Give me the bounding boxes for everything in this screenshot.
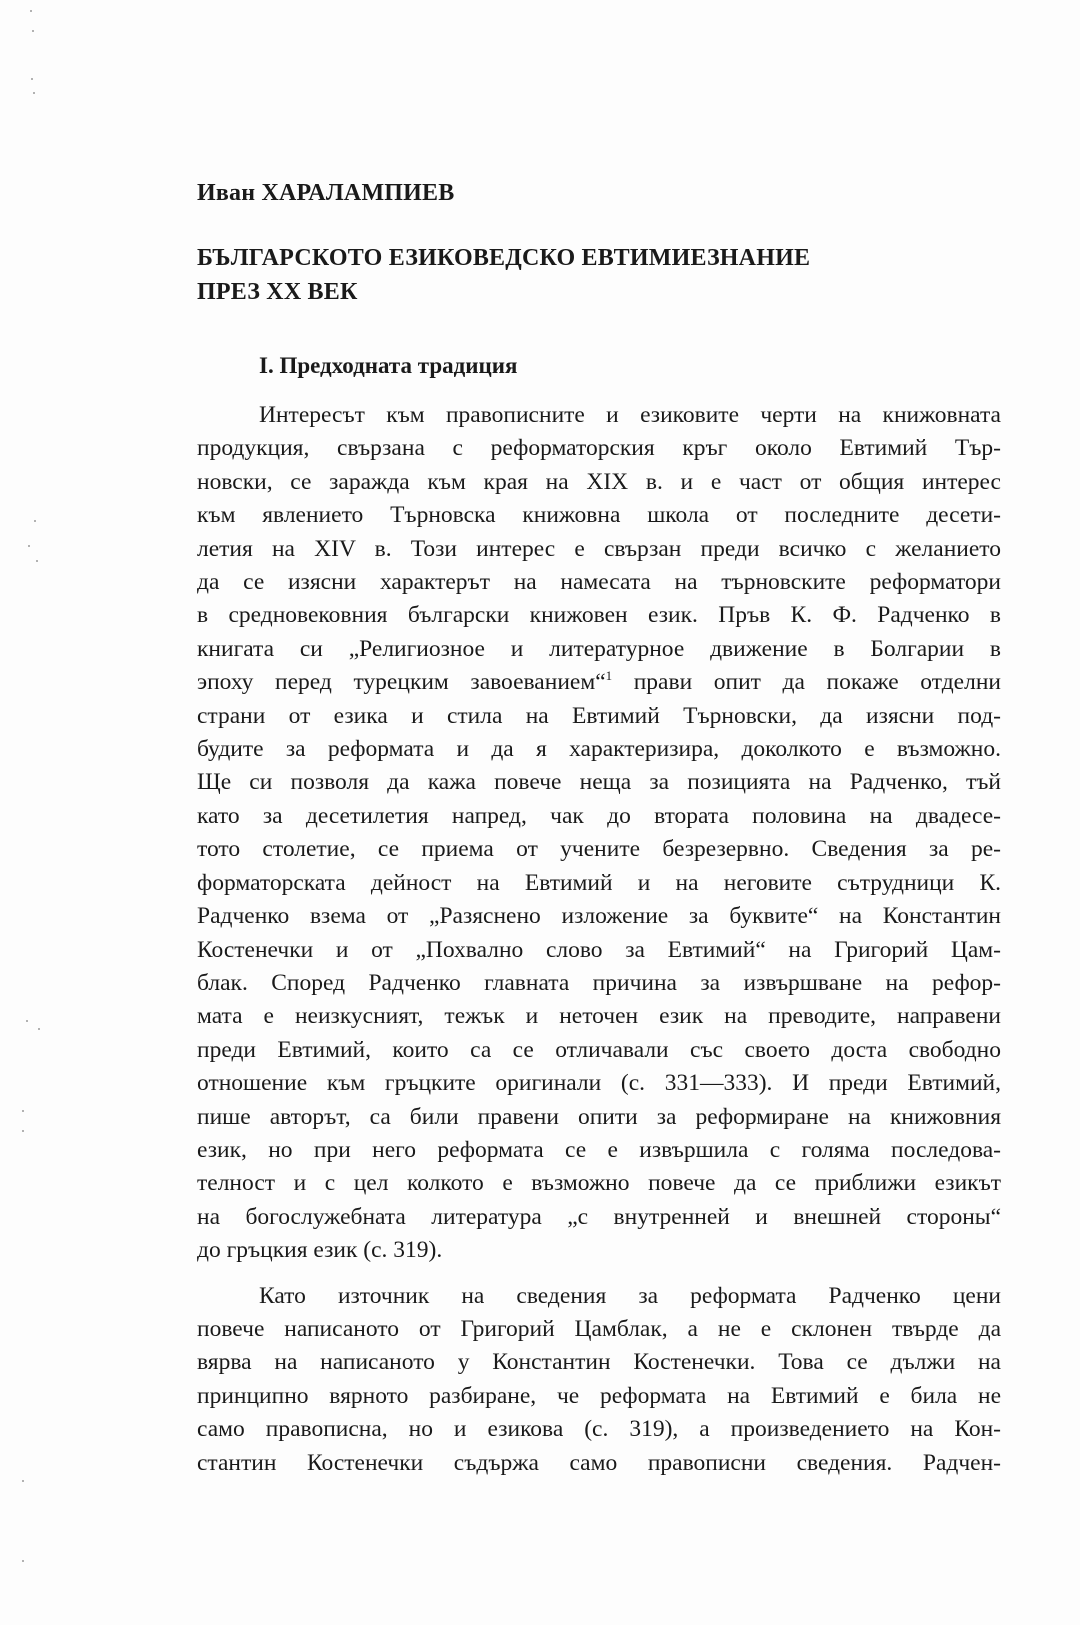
- text-line: повече написаното от Григорий Цамблак, а не е склонен твърде да: [197, 1315, 1001, 1342]
- footnote-mark[interactable]: 1: [605, 668, 613, 684]
- text-line: новски, се заражда към края на XIX в. и е част от общия интерес: [197, 468, 1001, 495]
- text-line: Костенечки и от „Похвално слово за Евтимий“ на Григорий Цам-: [197, 936, 1001, 963]
- text-line: летия на XIV в. Този интерес е свързан преди всичко с желанието: [197, 535, 1001, 562]
- text-line: стантин Костенечки съдържа само правописни сведения. Радчен-: [197, 1449, 1001, 1476]
- text-line: принципно вярното разбиране, че реформата на Евтимий е била не: [197, 1382, 1001, 1409]
- article-content: [197, 180, 1001, 1480]
- article-title: [197, 241, 1001, 309]
- text-line-with-footnote: [197, 666, 1001, 699]
- text-segment: прави опит да покаже отделни: [612, 669, 1001, 696]
- text-line: тото столетие, се приема от учените безрезервно. Сведения за ре-: [197, 836, 1001, 863]
- text-line: към явлението Търновска книжовна школа от последните десети-: [197, 502, 1001, 529]
- text-segment: эпоху перед турецким завоеванием“: [197, 669, 606, 696]
- text-line: Ще си позволя да кажа повече неща за позицията на Радченко, тъй: [197, 769, 1001, 796]
- author-name: Иван ХАРАЛАМПИЕВ: [197, 180, 455, 206]
- text-line: да се изясни характерът на намесата на търновските реформатори: [197, 569, 1001, 596]
- text-line: форматорската дейност на Евтимий и на неговите сътрудници К.: [197, 869, 1001, 896]
- text-line: мата е неизкусният, тежък и неточен език на преводите, направени: [197, 1003, 1001, 1030]
- text-line: като за десетилетия напред, чак до втората половина на двадесе-: [197, 802, 1001, 829]
- paragraph-2: [197, 1280, 1001, 1480]
- text-line: в средновековния български книжовен език. Пръв К. Ф. Радченко в: [197, 602, 1001, 629]
- text-line: блак. Според Радченко главната причина за извършване на рефор-: [197, 969, 1001, 996]
- text-line: на богослужебната литература „с внутренней и внешней стороны“: [197, 1203, 1001, 1230]
- scan-margin-specks: [22, 0, 42, 1625]
- text-line: книгата си „Религиозное и литературное движение в Болгарии в: [197, 635, 1001, 662]
- paragraph-1: [197, 399, 1001, 1268]
- text-line: пише авторът, са били правени опити за реформиране на книжовния: [197, 1103, 1001, 1130]
- title-line-1: БЪЛГАРСКОТО ЕЗИКОВЕДСКО ЕВТИМИЕЗНАНИЕ: [197, 245, 811, 271]
- text-line: телност и с цел колкото е възможно повече да се приближи езикът: [197, 1170, 1001, 1197]
- text-line: будите за реформата и да я характеризира, доколкото е възможно.: [197, 736, 1001, 763]
- text-line: език, но при него реформата се е извършила с голяма последова-: [197, 1136, 1001, 1163]
- text-line: Радченко взема от „Разяснено изложение за буквите“ на Константин: [197, 903, 1001, 930]
- text-line: до гръцкия език (с. 319).: [197, 1237, 443, 1264]
- text-line: страни от езика и стила на Евтимий Търновски, да изясни под-: [197, 702, 1001, 729]
- section-heading: I. Предходната традиция: [259, 353, 518, 378]
- text-line: преди Евтимий, които са се отличавали със своето доста свободно: [197, 1036, 1001, 1063]
- text-line: отношение към гръцките оригинали (с. 331—333). И преди Евтимий,: [197, 1070, 1001, 1097]
- text-line: продукция, свързана с реформаторския кръг около Евтимий Тър-: [197, 435, 1001, 462]
- text-line: Интересът към правописните и езиковите черти на книжовната: [259, 402, 1001, 428]
- text-line: вярва на написаното у Константин Костенечки. Това се дължи на: [197, 1349, 1001, 1376]
- text-line: Като източник на сведения за реформата Радченко цени: [259, 1282, 1001, 1309]
- title-line-2: ПРЕЗ XX ВЕК: [197, 279, 358, 305]
- text-line: само правописна, но и езикова (с. 319), а произведението на Кон-: [197, 1416, 1001, 1443]
